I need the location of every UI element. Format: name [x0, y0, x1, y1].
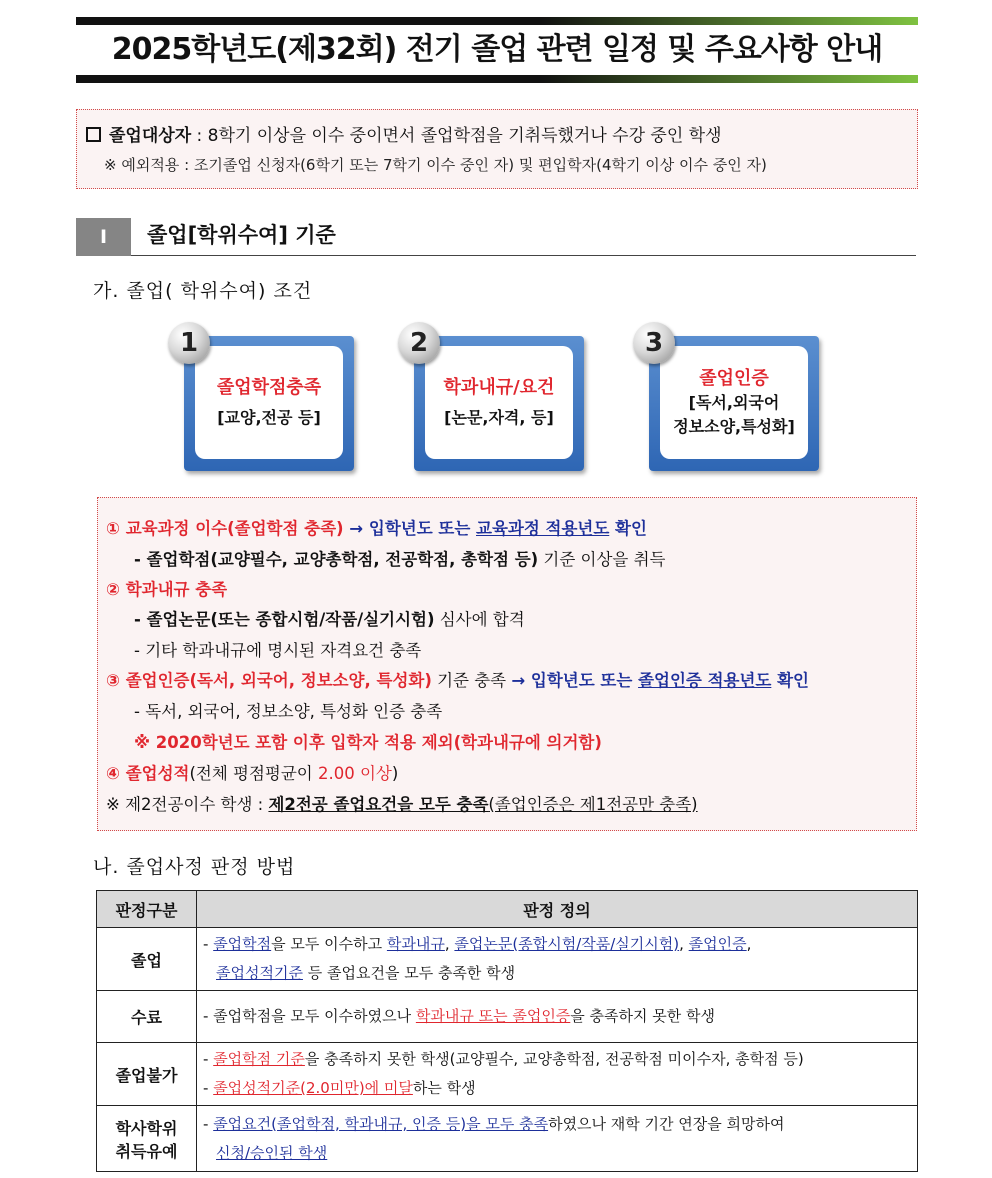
condition-1 — [106, 515, 647, 539]
label-line: 학사학위 — [115, 1118, 178, 1138]
detail-rest: 기준 이상을 취득 — [538, 550, 666, 569]
header-bottom-bar — [76, 75, 918, 83]
checkbox-square-icon — [86, 127, 101, 142]
definition-line — [203, 1074, 911, 1103]
definition-line — [203, 959, 911, 988]
row-label-graduate: 졸업 — [97, 928, 197, 991]
definition-line — [203, 1139, 911, 1168]
condition-3-end: 확인 — [771, 671, 809, 690]
number-badge-3: 3 — [633, 322, 675, 364]
term: 졸업요건(졸업학점, 학과내규, 인증 등)을 모두 충족 — [213, 1114, 549, 1133]
table-row — [97, 1106, 918, 1172]
term: 학과내규 또는 졸업인증 — [415, 1007, 571, 1025]
number-badge-1: 1 — [168, 322, 210, 364]
term: 졸업논문(종합시험/작품/실기시험) — [454, 935, 680, 953]
table-row — [97, 991, 918, 1043]
row-label-not-graduate: 졸업불가 — [97, 1043, 197, 1106]
card-inner — [660, 346, 808, 459]
dash: - — [203, 1079, 214, 1097]
definition-line — [203, 930, 911, 959]
condition-1-arrow: → 입학년도 또는 — [343, 519, 476, 538]
condition-2: ② 학과내규 충족 — [106, 580, 228, 599]
text: - 졸업학점을 모두 이수하였으나 — [203, 1007, 416, 1025]
row-label-completion: 수료 — [97, 991, 197, 1043]
detail-rest: 심사에 합격 — [434, 610, 525, 629]
row-definition — [197, 928, 918, 991]
judgement-table — [96, 890, 918, 1172]
condition-2-detail-1 — [134, 606, 525, 630]
condition-3-mid: 기준 충족 — [431, 671, 512, 690]
condition-3-detail-1: - 독서, 외국어, 정보소양, 특성화 인증 충족 — [134, 702, 443, 721]
dash: - — [203, 935, 214, 953]
term: 졸업성적기준(2.0미만)에 미달 — [213, 1079, 413, 1097]
condition-3-detail-2: ※ 2020학년도 포함 이후 입학자 적용 제외(학과내규에 의거함) — [134, 733, 602, 752]
condition-1-end: 확인 — [609, 519, 647, 538]
condition-4-end: ) — [391, 764, 399, 783]
detail-bold: - 졸업논문(또는 종합시험/작품/실기시험) — [134, 610, 435, 629]
condition-3-arrow: → 입학년도 또는 — [511, 671, 639, 690]
text: 을 충족하지 못한 학생 — [570, 1007, 716, 1025]
target-label: 졸업대상자 — [109, 126, 192, 146]
row-definition — [197, 1043, 918, 1106]
term: 학과내규 — [386, 935, 445, 953]
text: , — [679, 935, 689, 953]
page-title: 2025학년도(제32회) 전기 졸업 관련 일정 및 주요사항 안내 — [111, 32, 883, 67]
term: 졸업학점 기준 — [213, 1050, 305, 1068]
dash: - — [203, 1050, 214, 1068]
row-definition — [197, 991, 918, 1043]
card-sub: [논문,자격, 등] — [444, 407, 554, 427]
text: , — [444, 935, 455, 953]
condition-1-title: ① 교육과정 이수(졸업학점 충족) — [106, 519, 344, 538]
condition-5-pre: ※ 제2전공이수 학생 : — [106, 795, 269, 814]
condition-3 — [106, 667, 809, 691]
table-row — [97, 1043, 918, 1106]
condition-4-mid: (전체 평점평균이 — [189, 764, 318, 783]
section-title: 졸업[학위수여] 기준 — [147, 223, 336, 247]
text: 을 모두 이수하고 — [271, 935, 387, 953]
condition-4 — [106, 760, 398, 784]
term: 졸업학점 — [213, 935, 272, 953]
detail-bold: - 졸업학점(교양필수, 교양총학점, 전공학점, 총학점 등) — [134, 550, 539, 569]
term: 신청/승인된 학생 — [216, 1143, 328, 1162]
card-title: 졸업인증 — [699, 367, 769, 389]
card-sub: 정보소양,특성화] — [673, 416, 795, 436]
card-sub: [독서,외국어 — [688, 392, 780, 412]
number-badge-2: 2 — [398, 322, 440, 364]
table-row — [97, 928, 918, 991]
condition-card-1 — [184, 336, 354, 471]
condition-2-detail-2: - 기타 학과내규에 명시된 자격요건 충족 — [134, 641, 422, 660]
condition-card-2 — [414, 336, 584, 471]
condition-card-3 — [649, 336, 819, 471]
text: , — [746, 935, 752, 953]
label-line: 취득유예 — [115, 1141, 178, 1161]
target-text: : 8학기 이상을 이수 중이면서 졸업학점을 기취득했거나 수강 중인 학생 — [191, 126, 722, 146]
definition-line — [203, 1045, 911, 1074]
section-underline — [131, 255, 916, 256]
subsection-a-title: 가. 졸업( 학위수여) 조건 — [93, 280, 313, 302]
conditions-box — [97, 497, 917, 831]
section-badge: Ⅰ — [76, 218, 131, 256]
condition-1-detail — [134, 546, 666, 570]
card-inner — [425, 346, 573, 459]
condition-1-link: 교육과정 적용년도 — [476, 519, 610, 538]
text: 을 충족하지 못한 학생(교양필수, 교양총학점, 전공학점 미이수자, 총학점 등) — [304, 1050, 804, 1068]
condition-3-title: ③ 졸업인증(독서, 외국어, 정보소양, 특성화) — [106, 671, 432, 690]
card-sub: [교양,전공 등] — [217, 407, 321, 427]
subsection-b-title: 나. 졸업사정 판정 방법 — [93, 856, 296, 878]
condition-3-link: 졸업인증 적용년도 — [638, 671, 772, 690]
header-top-bar — [76, 17, 918, 25]
row-definition — [197, 1106, 918, 1172]
term: 졸업인증 — [688, 935, 747, 953]
condition-5 — [106, 791, 698, 815]
target-exception: ※ 예외적용 : 조기졸업 신청자(6학기 또는 7학기 이수 중인 자) 및 편입학자(4학기 이상 이수 중인 자) — [104, 156, 767, 174]
text: 하였으나 재학 기간 연장을 희망하여 — [548, 1114, 785, 1133]
condition-4-value: 2.00 이상 — [317, 764, 392, 783]
table-header-category: 판정구분 — [97, 891, 197, 928]
table-header-definition: 판정 정의 — [197, 891, 918, 928]
condition-5-rest: (졸업인증은 제1전공만 충족) — [488, 795, 698, 814]
row-label-deferral — [97, 1106, 197, 1172]
condition-5-bold: 제2전공 졸업요건을 모두 충족 — [268, 795, 489, 814]
card-title: 졸업학점충족 — [216, 376, 322, 398]
card-inner — [195, 346, 343, 459]
term: 졸업성적기준 — [216, 964, 303, 982]
table-header-row — [97, 891, 918, 928]
text: 하는 학생 — [412, 1079, 476, 1097]
dash: - — [203, 1114, 214, 1133]
condition-4-title: ④ 졸업성적 — [106, 764, 190, 783]
card-title: 학과내규/요건 — [443, 376, 555, 398]
target-line — [86, 121, 722, 146]
definition-line — [203, 1110, 911, 1139]
text: 등 졸업요건을 모두 충족한 학생 — [302, 964, 516, 982]
